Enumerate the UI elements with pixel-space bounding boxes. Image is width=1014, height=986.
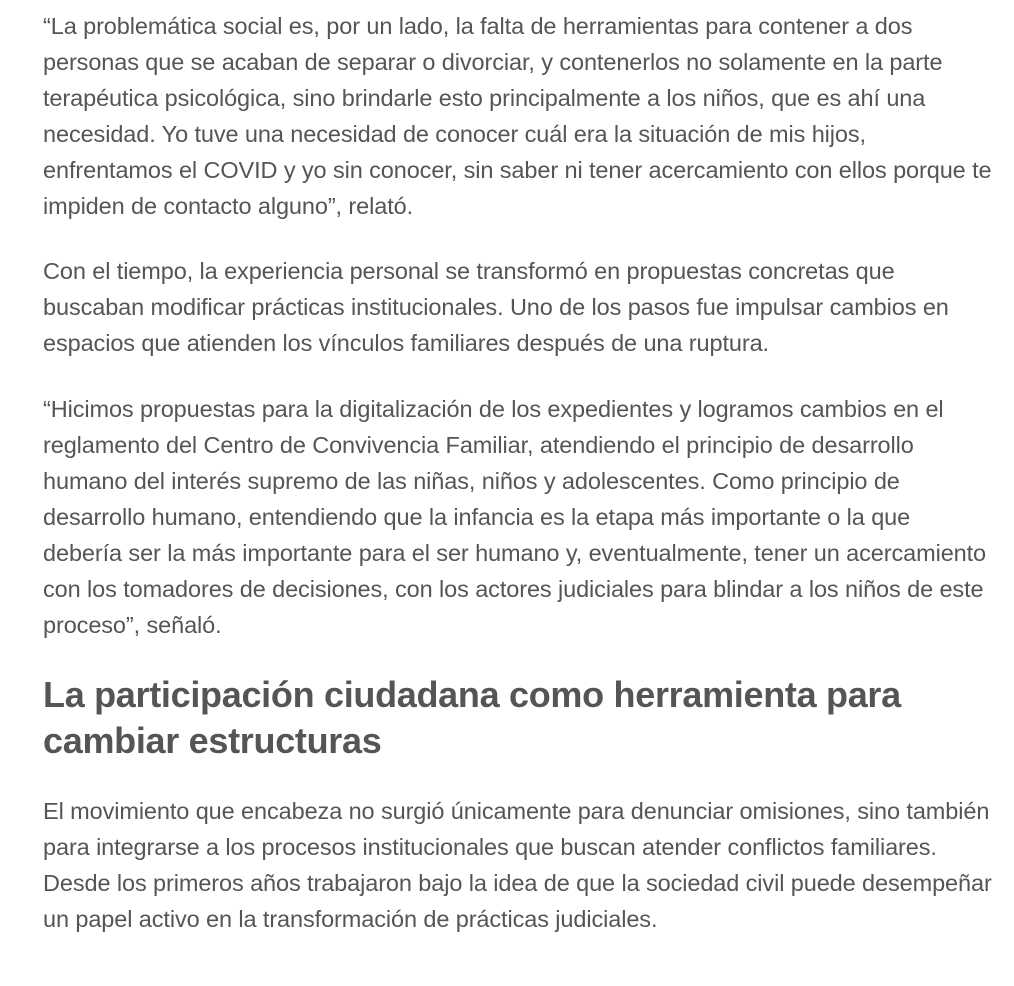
paragraph-quote-digitalization: “Hicimos propuestas para la digitalización de los expedientes y logramos cambios en el reglamento del Centro de Convivencia Familiar, atendiendo el principio de desarrollo humano del interés supremo de las niñas, niños y adolescentes. Como principio de desarrollo humano, entendiendo que la infancia es la etapa más importante o la que debería ser la más importante para el ser humano y, eventualmente, tener un acercamiento con los tomadores de decisiones, con los actores judiciales para blindar a los niños de este proceso”, señaló. bbox=[43, 396, 987, 638]
paragraph-institutional-proposals: Con el tiempo, la experiencia personal se transformó en propuestas concretas que buscaban modificar prácticas institucionales. Uno de los pasos fue impulsar cambios en espacios que atienden los vínculos familiares después de una ruptura. bbox=[43, 258, 949, 356]
paragraph-quote-social-problem: “La problemática social es, por un lado, la falta de herramientas para contener a dos personas que se acaban de separar o divorciar, y contenerlos no solamente en la parte terapéutica psicológica, sino brindarle esto principalmente a los niños, que es ahí una necesidad. Yo tuve una necesidad de conocer cuál era la situación de mis hijos, enfrentamos el COVID y yo sin conocer, sin saber ni tener acercamiento con ellos porque te impiden de contacto alguno”, relató. bbox=[43, 13, 992, 219]
paragraph-movement-origin: El movimiento que encabeza no surgió únicamente para denunciar omisiones, sino también para integrarse a los procesos institucionales que buscan atender conflictos familiares. Desde los primeros años trabajaron bajo la idea de que la sociedad civil puede desempeñar un papel activo en la transformación de prácticas judiciales. bbox=[43, 798, 992, 932]
section-heading: La participación ciudadana como herramienta para cambiar estructuras bbox=[43, 674, 901, 761]
